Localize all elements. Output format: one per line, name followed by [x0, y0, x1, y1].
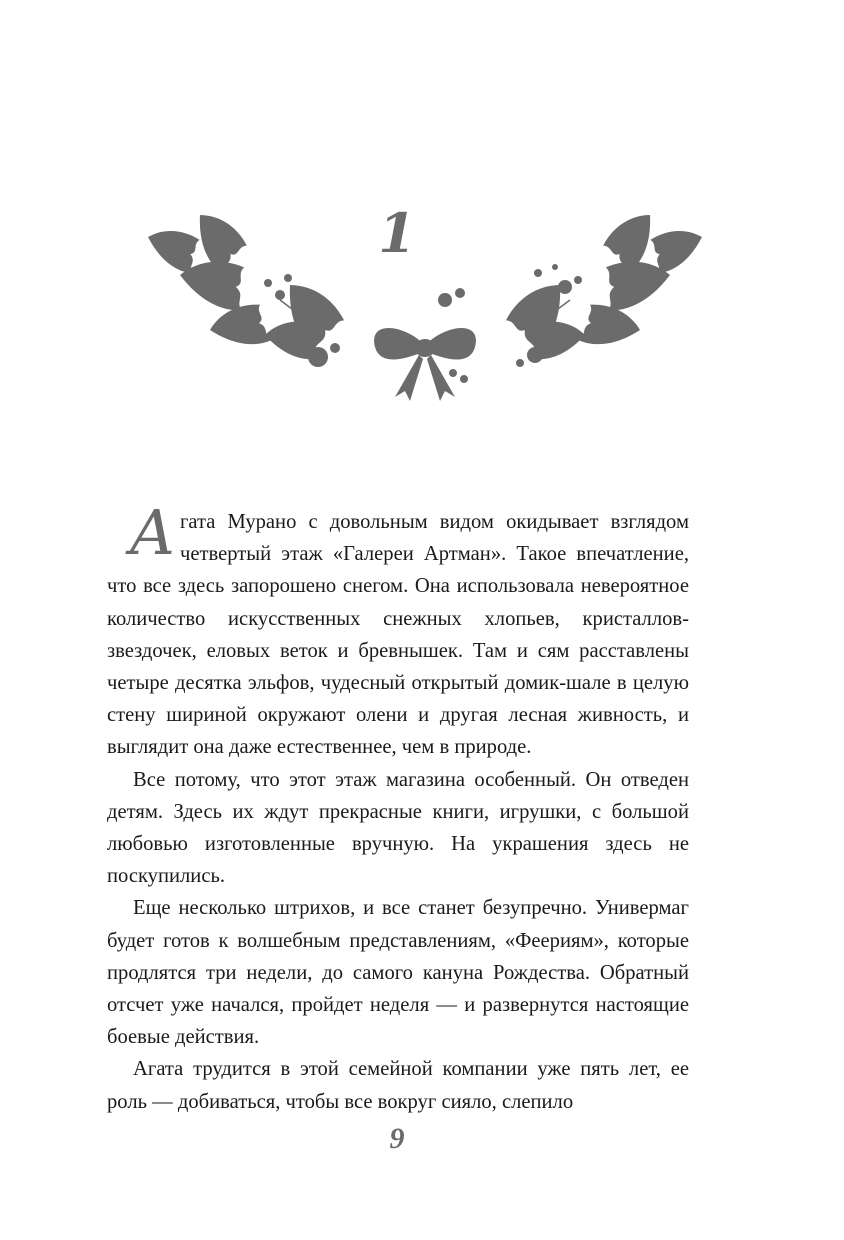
page-number: 9: [389, 1122, 405, 1155]
paragraph-4: Агата трудится в этой семейной компании уже пять лет, ее роль — добиваться, чтобы все вокруг сияло, слепило: [107, 1058, 689, 1113]
holly-leaf-left-5: [208, 303, 271, 347]
paragraph-1-text: гата Мурано с довольным видом окидывает взглядом четвертый этаж «Галереи Артман». Такое впечатление, что все здесь запорошено снегом. Она использовала невероятное количество искусственных снежных хлопьев, кристаллов-звездочек, еловых веток и бревнышек. Там и сям расставлены четыре десятка эльфов, чудесный открытый домик-шале в целую стену шириной окружают олени и другая лесная живность, и выглядит она даже естественнее, чем в природе.: [107, 511, 689, 759]
paragraph-3: Еще несколько штрихов, и все станет безупречно. Универмаг будет готов к волшебным представлениям, «Феериям», которые продлятся три недели, до самого кануна Рождества. Обратный отсчет уже начался, пройдет неделя — и развернутся настоящие боевые действия.: [107, 897, 689, 1049]
drop-cap: А: [129, 496, 176, 569]
holly-leaf-right-5: [579, 303, 642, 347]
bow-icon: [374, 328, 476, 401]
body-text: [107, 496, 689, 1118]
holly-wreath-ornament: [140, 201, 710, 405]
paragraph-1: [107, 496, 689, 764]
paragraph-2: Все потому, что этот этаж магазина особенный. Он отведен детям. Здесь их ждут прекрасные книги, игрушки, с большой любовью изготовленные вручную. На украшения здесь не поскупились.: [107, 768, 689, 888]
chapter-number: 1: [378, 201, 416, 265]
